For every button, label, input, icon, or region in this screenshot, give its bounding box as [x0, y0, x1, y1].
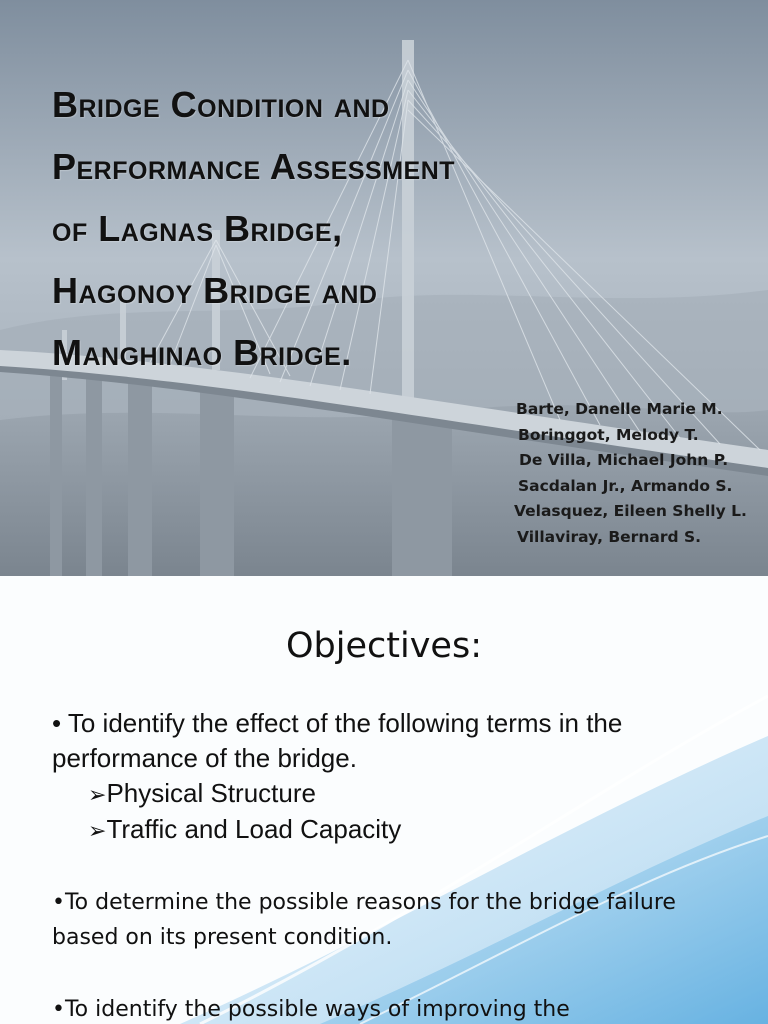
objective-item	[52, 992, 742, 1024]
author-name: Barte, Danelle Marie M.	[516, 400, 723, 418]
author-name: Villaviray, Bernard S.	[517, 527, 702, 546]
title-line: of Lagnas Bridge,	[52, 208, 343, 249]
presentation-title	[52, 74, 742, 384]
arrow-bullet-icon: ➢	[88, 782, 107, 807]
objective-subitems	[52, 776, 742, 848]
title-line: Bridge Condition and	[52, 84, 390, 125]
bullet-icon: •	[52, 708, 62, 738]
title-line: Hagonoy Bridge and	[52, 270, 378, 311]
sub-item-text: Physical Structure	[106, 778, 316, 808]
objective-text: To determine the possible reasons for the bridge failure based on its present condition.	[52, 890, 676, 950]
arrow-bullet-icon: ➢	[88, 818, 107, 843]
title-line: Performance Assessment	[52, 146, 456, 187]
sub-item	[88, 812, 742, 848]
sub-item	[88, 776, 742, 812]
author-name: Boringgot, Melody T.	[518, 425, 699, 444]
author-list	[512, 397, 747, 550]
author-name: Velasquez, Eileen Shelly L.	[514, 502, 747, 520]
title-line: Manghinao Bridge.	[52, 332, 352, 373]
bullet-icon: •	[52, 890, 65, 915]
objective-text: To identify the possible ways of improving the	[64, 997, 570, 1022]
objective-item	[52, 885, 742, 955]
bullet-icon: •	[52, 997, 65, 1022]
sub-item-text: Traffic and Load Capacity	[106, 814, 402, 844]
objectives-slide	[0, 576, 768, 1024]
objective-text: To identify the effect of the following terms in the performance of the bridge.	[52, 708, 623, 773]
author-name: De Villa, Michael John P.	[519, 451, 729, 469]
author-name: Sacdalan Jr., Armando S.	[518, 476, 733, 495]
objective-item	[52, 706, 742, 848]
objectives-heading: Objectives:	[286, 626, 482, 666]
objectives-list	[52, 706, 742, 1024]
